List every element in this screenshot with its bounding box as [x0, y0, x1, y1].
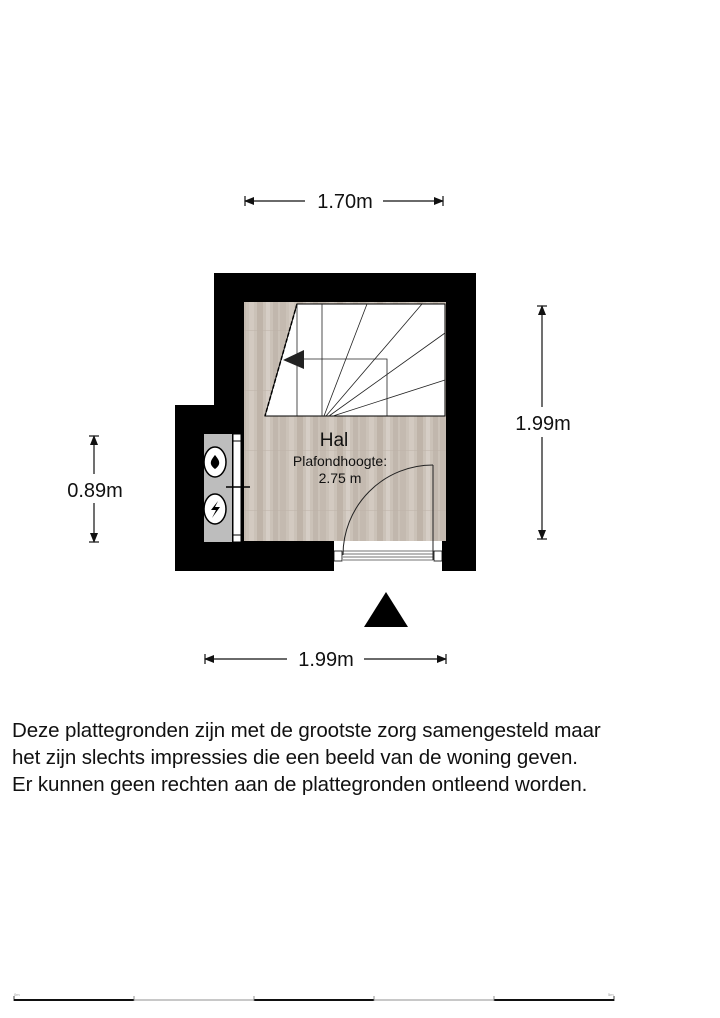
water-meter-icon	[204, 447, 226, 477]
disclaimer-line: Deze plattegronden zijn met de grootste zorg samengesteld maar	[12, 719, 601, 742]
disclaimer-line: het zijn slechts impressies die een beeld van de woning geven.	[12, 746, 578, 769]
svg-text:1.99m: 1.99m	[298, 649, 354, 671]
scale-bar	[14, 992, 614, 1001]
stairs	[265, 304, 445, 416]
room-name: Hal	[319, 430, 349, 451]
entrance-triangle-icon	[364, 592, 408, 627]
ceiling-height-label: Plafondhoogte:	[292, 453, 388, 469]
ceiling-height-value: 2.75 m	[318, 470, 362, 486]
svg-text:1.99m: 1.99m	[515, 413, 571, 435]
svg-text:1.70m: 1.70m	[317, 191, 373, 213]
dimension-top-width	[245, 191, 443, 213]
svg-text:0.89m: 0.89m	[67, 480, 123, 502]
scale-start-label: 0m	[14, 992, 20, 997]
electricity-meter-icon	[204, 494, 226, 524]
disclaimer	[12, 717, 718, 798]
dimension-right-height	[515, 306, 571, 539]
dimension-bottom-width	[205, 649, 446, 671]
scale-end-label: 5m	[608, 992, 614, 997]
disclaimer-line: Er kunnen geen rechten aan de plattegronden ontleend worden.	[12, 773, 588, 796]
dimension-left-height	[67, 436, 123, 542]
